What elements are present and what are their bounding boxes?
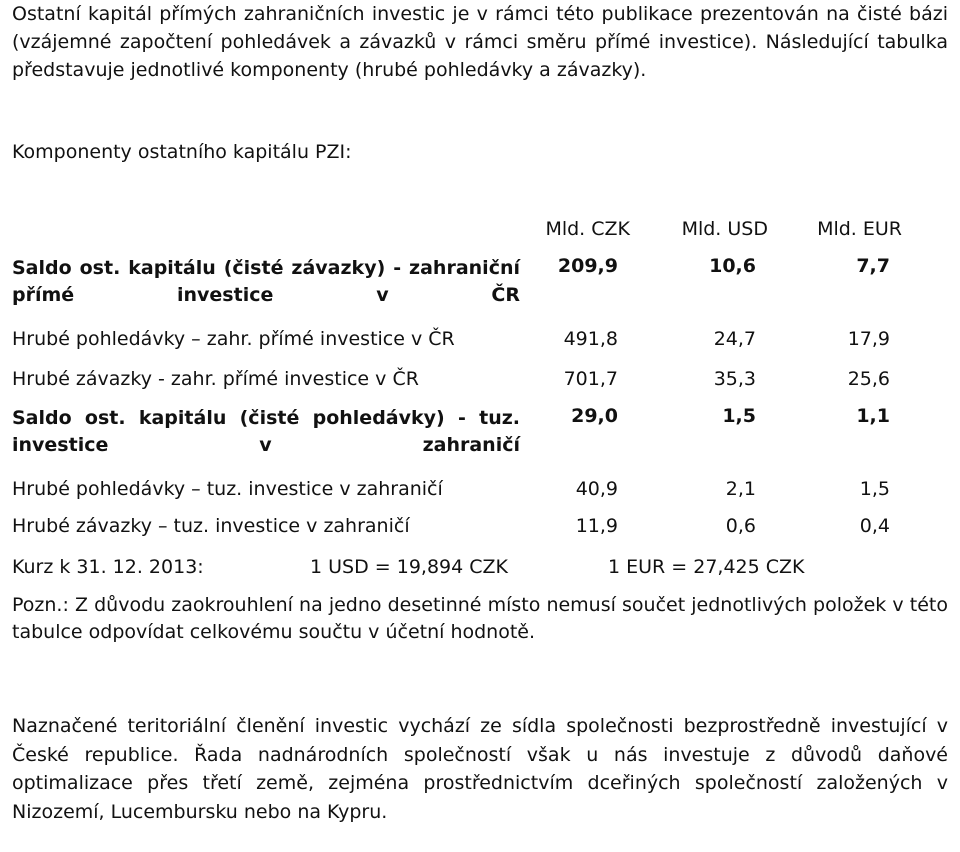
value-eur: 0,4 — [859, 515, 890, 537]
usd-rate: 1 USD = 19,894 CZK — [310, 556, 508, 578]
value-eur: 25,6 — [847, 368, 890, 390]
value-czk: 701,7 — [563, 368, 618, 390]
value-czk: 40,9 — [575, 478, 618, 500]
value-usd: 0,6 — [725, 515, 756, 537]
value-czk: 11,9 — [575, 515, 618, 537]
value-czk: 491,8 — [563, 328, 618, 350]
value-czk: 29,0 — [571, 405, 618, 427]
value-eur: 17,9 — [847, 328, 890, 350]
exchange-rate-label: Kurz k 31. 12. 2013: — [12, 556, 204, 578]
row-label: Hrubé pohledávky – zahr. přímé investice v ČR — [12, 328, 455, 350]
section-heading: Komponenty ostatního kapitálu PZI: — [12, 141, 352, 163]
value-usd: 35,3 — [713, 368, 756, 390]
row-label: Hrubé závazky - zahr. přímé investice v ČR — [12, 368, 419, 390]
value-usd: 2,1 — [725, 478, 756, 500]
value-usd: 10,6 — [709, 255, 756, 277]
value-usd: 1,5 — [722, 405, 756, 427]
row-label: Hrubé pohledávky – tuz. investice v zahraničí — [12, 478, 443, 500]
closing-paragraph: Naznačené teritoriální členění investic vychází ze sídla společnosti bezprostředně investující v České republice. Řada nadnárodních společností však u nás investuje z důvodů daňové optimalizace přes třetí země, zejména prostřednictvím dceřiných společností založených v Nizozemí, Lucembursku nebo na Kypru. — [12, 715, 948, 823]
value-czk: 209,9 — [557, 255, 618, 277]
row-label: Saldo ost. kapitálu (čisté pohledávky) - tuz. investice v zahraničí — [12, 407, 520, 456]
intro-paragraph: Ostatní kapitál přímých zahraničních investic je v rámci této publikace prezentován na čisté bázi (vzájemné započtení pohledávek a závazků v rámci směru přímé investice). Následující tabulka představuje jednotlivé komponenty (hrubé pohledávky a závazky). — [12, 3, 948, 81]
value-usd: 24,7 — [713, 328, 756, 350]
column-header-eur: Mld. EUR — [817, 218, 902, 240]
row-label: Saldo ost. kapitálu (čisté závazky) - zahraniční přímé investice v ČR — [12, 257, 520, 306]
value-eur: 7,7 — [856, 255, 890, 277]
value-eur: 1,5 — [859, 478, 890, 500]
row-label: Hrubé závazky – tuz. investice v zahraničí — [12, 515, 410, 537]
eur-rate: 1 EUR = 27,425 CZK — [608, 556, 805, 578]
column-header-usd: Mld. USD — [681, 218, 768, 240]
value-eur: 1,1 — [856, 405, 890, 427]
note-paragraph: Pozn.: Z důvodu zaokrouhlení na jedno desetinné místo nemusí součet jednotlivých položek v této tabulce odpovídat celkovému součtu v účetní hodnotě. — [12, 594, 948, 643]
column-header-czk: Mld. CZK — [545, 218, 630, 240]
